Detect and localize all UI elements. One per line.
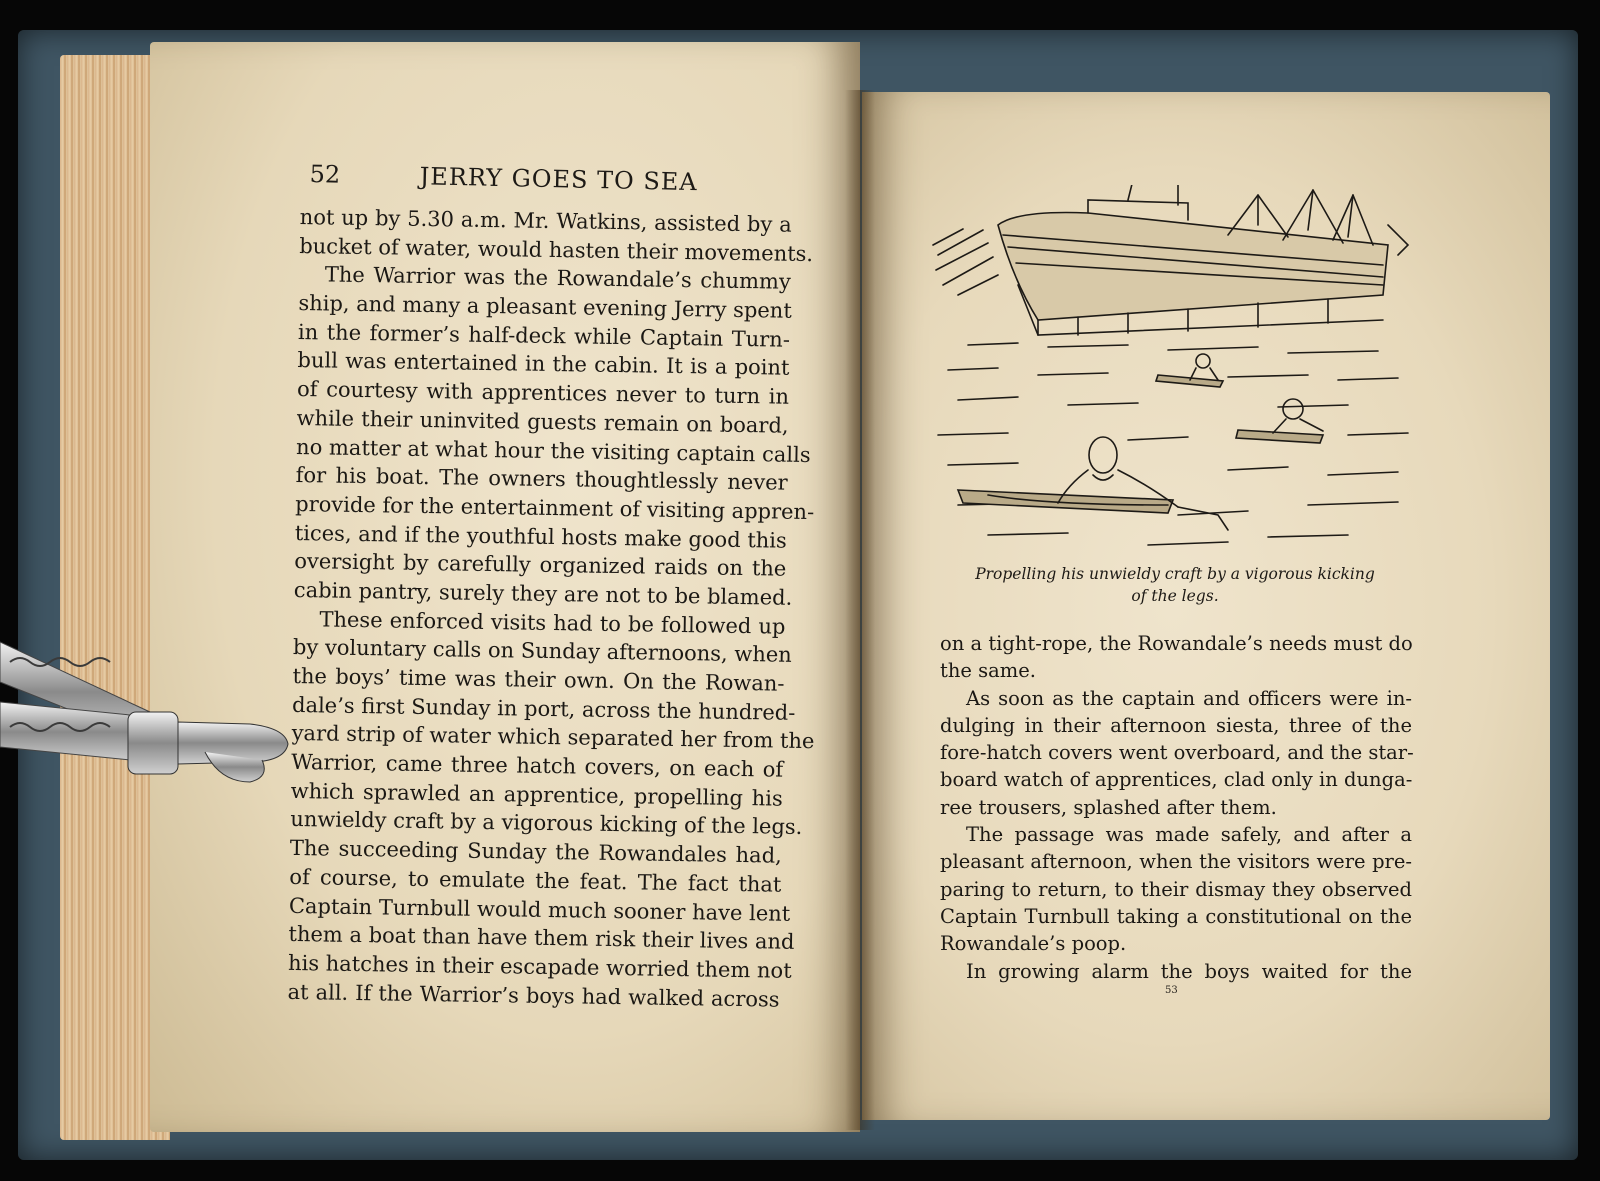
text-line: provide for the entertainment of visiting appren- (295, 491, 815, 524)
text-line: Rowandale’s poop. (940, 932, 1127, 956)
text-line: The Warrior was the Rowandale’s chummy (324, 262, 792, 295)
text-line: of courtesy with apprentices never to turn in (296, 377, 790, 409)
caption-line: of the legs. (1131, 587, 1219, 605)
text-line: bucket of water, would hasten their movements. (299, 233, 814, 266)
text-line: unwieldy craft by a vigorous kicking of the legs. (290, 807, 803, 840)
right-page-text (940, 630, 1412, 985)
text-line: the same. (940, 659, 1036, 683)
text-line: of course, to emulate the feat. The fact that (289, 864, 782, 897)
text-line: which sprawled an apprentice, propelling his (290, 778, 783, 811)
text-line: dale’s first Sunday in port, across the hundred- (291, 692, 796, 725)
text-line: the boys’ time was their own. On the Rowan- (292, 663, 785, 696)
text-line: them a boat than have them risk their lives and (288, 922, 795, 955)
text-line: These enforced visits had to be followed up (319, 606, 786, 639)
right-page-number: 53 (1165, 985, 1178, 996)
text-line: ree trousers, splashed after them. (940, 795, 1277, 819)
text-line: The passage was made safely, and after a (966, 823, 1412, 847)
text-line: The succeeding Sunday the Rowandales had, (289, 836, 782, 868)
text-line: pleasant afternoon, when the visitors were pre- (940, 850, 1412, 874)
text-line: fore-hatch covers went overboard, and the star- (940, 741, 1414, 765)
illustration-caption (940, 563, 1410, 607)
text-line: Warrior, came three hatch covers, on each of (291, 749, 784, 782)
text-line: paring to return, to their dismay they observed (940, 877, 1412, 901)
left-page-text (287, 203, 815, 1014)
text-line: yard strip of water which separated her from the (291, 721, 815, 754)
page-clip-hand-icon (0, 632, 300, 802)
text-line: cabin pantry, surely they are not to be blamed. (293, 577, 793, 610)
text-line: for his boat. The owners thoughtlessly never (295, 463, 788, 495)
caption-line: Propelling his unwieldy craft by a vigorous kicking (975, 565, 1375, 583)
text-line: dulging in their afternoon siesta, three of the (940, 713, 1412, 737)
text-line: no matter at what hour the visiting captain calls (295, 434, 811, 467)
text-line: while their uninvited guests remain on board, (296, 405, 789, 438)
book-gutter (845, 90, 875, 1130)
text-line: Captain Turnbull would much sooner have lent (288, 893, 791, 926)
text-line: not up by 5.30 a.m. Mr. Watkins, assisted by a (299, 204, 792, 237)
text-line: As soon as the captain and officers were in- (966, 686, 1412, 710)
text-line: his hatches in their escapade worried them not (287, 950, 792, 983)
text-line: ship, and many a pleasant evening Jerry spent (298, 291, 792, 323)
text-line: bull was entertained in the cabin. It is a point (297, 348, 790, 381)
text-line: in the former’s half-deck while Captain Turn- (297, 319, 791, 352)
book-title: JERRY GOES TO SEA (419, 162, 698, 197)
text-line: at all. If the Warrior’s boys had walked across (287, 979, 780, 1012)
text-line: tices, and if the youthful hosts make good this (294, 520, 787, 553)
text-line: Captain Turnbull taking a constitutional on the (940, 904, 1412, 928)
ship-illustration (928, 185, 1418, 565)
left-page-number: 52 (309, 160, 341, 189)
text-line: oversight by carefully organized raids on the (294, 549, 787, 581)
text-line: on a tight-rope, the Rowandale’s needs must do (940, 632, 1413, 655)
text-line: board watch of apprentices, clad only in dunga- (940, 768, 1413, 792)
text-line: by voluntary calls on Sunday afternoons, when (292, 635, 793, 668)
text-line: In growing alarm the boys waited for the (966, 959, 1412, 983)
